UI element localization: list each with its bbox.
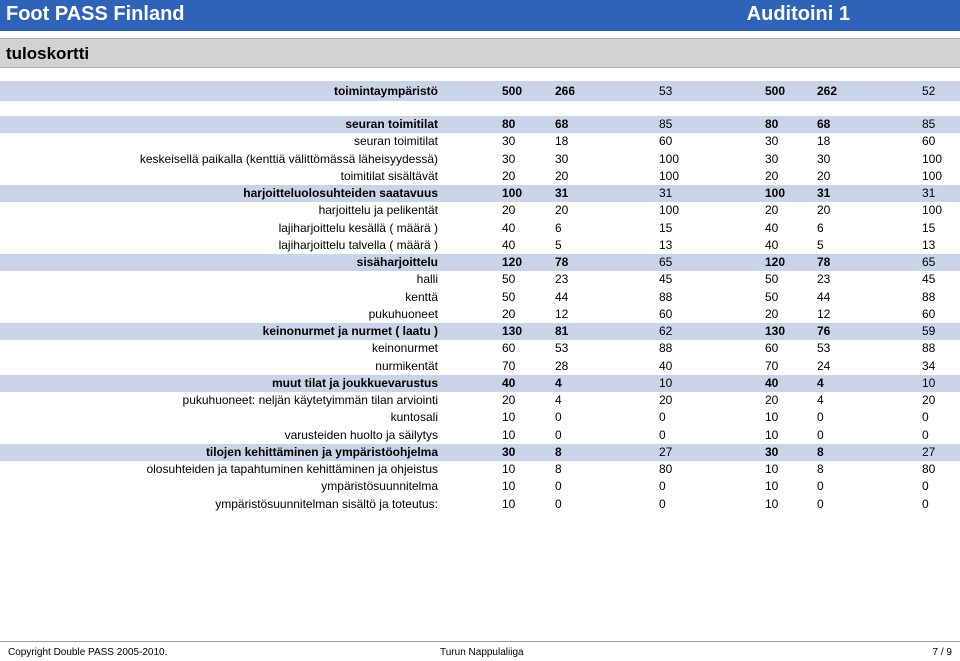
cell-value: 40 <box>502 237 516 252</box>
table-row <box>0 358 960 375</box>
cell-value: 60 <box>502 341 516 356</box>
cell-value: 500 <box>502 84 523 98</box>
cell-value: 30 <box>765 151 779 166</box>
table-row <box>0 444 960 461</box>
cell-value: 80 <box>765 117 779 131</box>
cell-value: 53 <box>659 84 673 98</box>
cell-value: 50 <box>502 289 516 304</box>
cell-value: 0 <box>817 427 824 442</box>
cell-value: 24 <box>817 358 831 373</box>
cell-value: 20 <box>502 393 516 407</box>
table-row <box>0 133 960 150</box>
cell-value: 88 <box>922 341 936 356</box>
cell-value: 15 <box>659 220 673 235</box>
cell-value: 53 <box>555 341 569 356</box>
cell-value: 10 <box>659 375 673 390</box>
row-label: varusteiden huolto ja säilytys <box>284 427 438 442</box>
cell-value: 34 <box>922 358 936 373</box>
cell-value: 40 <box>502 220 516 235</box>
table-row <box>0 427 960 444</box>
row-label: harjoittelu ja pelikentät <box>318 203 438 218</box>
cell-value: 70 <box>502 358 516 373</box>
cell-value: 13 <box>922 237 936 252</box>
cell-value: 0 <box>555 496 562 511</box>
table-row <box>0 392 960 409</box>
row-label: lajiharjoittelu kesällä ( määrä ) <box>278 220 438 235</box>
cell-value: 20 <box>502 203 516 218</box>
cell-value: 65 <box>922 255 936 269</box>
cell-value: 4 <box>817 375 824 390</box>
cell-value: 60 <box>765 341 779 356</box>
table-row <box>0 461 960 478</box>
row-label: seuran toimitilat <box>345 117 438 131</box>
row-label: seuran toimitilat <box>353 134 438 149</box>
cell-value: 30 <box>502 444 516 459</box>
cell-value: 23 <box>817 272 831 287</box>
table-row <box>0 496 960 513</box>
row-label: harjoitteluolosuhteiden saatavuus <box>243 186 438 200</box>
cell-value: 20 <box>765 306 779 321</box>
cell-value: 60 <box>659 306 673 321</box>
cell-value: 8 <box>817 444 824 459</box>
cell-value: 70 <box>765 358 779 373</box>
cell-value: 20 <box>817 203 831 218</box>
cell-value: 20 <box>659 393 673 407</box>
title-bar <box>0 0 960 31</box>
cell-value: 31 <box>922 186 936 200</box>
cell-value: 27 <box>659 444 673 459</box>
cell-value: 50 <box>765 289 779 304</box>
cell-value: 20 <box>555 203 569 218</box>
cell-value: 0 <box>922 427 929 442</box>
cell-value: 0 <box>659 479 666 494</box>
cell-value: 23 <box>555 272 569 287</box>
cell-value: 40 <box>659 358 673 373</box>
cell-value: 88 <box>659 289 673 304</box>
cell-value: 4 <box>817 393 824 407</box>
table-row <box>0 323 960 340</box>
table-row <box>0 116 960 133</box>
cell-value: 68 <box>817 117 831 131</box>
cell-value: 12 <box>555 306 569 321</box>
cell-value: 60 <box>922 134 936 149</box>
cell-value: 262 <box>817 84 838 98</box>
cell-value: 0 <box>659 427 666 442</box>
cell-value: 100 <box>922 203 943 218</box>
cell-value: 12 <box>817 306 831 321</box>
cell-value: 100 <box>659 203 680 218</box>
cell-value: 31 <box>817 186 831 200</box>
cell-value: 100 <box>659 151 680 166</box>
cell-value: 0 <box>817 496 824 511</box>
cell-value: 0 <box>817 410 824 425</box>
row-label: halli <box>416 272 438 287</box>
cell-value: 10 <box>765 479 779 494</box>
cell-value: 100 <box>922 151 943 166</box>
cell-value: 50 <box>502 272 516 287</box>
cell-value: 80 <box>659 462 673 476</box>
row-label: ympäristösuunnitelma <box>321 479 438 494</box>
section-header <box>0 38 960 68</box>
cell-value: 65 <box>659 255 673 269</box>
table-row <box>0 289 960 306</box>
row-label: kenttä <box>405 289 438 304</box>
row-label: lajiharjoittelu talvella ( määrä ) <box>278 237 438 252</box>
table-row <box>0 237 960 254</box>
cell-value: 78 <box>555 255 569 269</box>
cell-value: 50 <box>765 272 779 287</box>
table-row <box>0 409 960 426</box>
club-name: Turun Nappulaliiga <box>440 647 524 658</box>
row-label: muut tilat ja joukkuevarustus <box>271 375 438 390</box>
cell-value: 88 <box>659 341 673 356</box>
cell-value: 10 <box>765 427 779 442</box>
copyright-text: Copyright Double PASS 2005-2010. <box>8 647 168 658</box>
row-label: olosuhteiden ja tapahtuminen kehittäminen ja ohjeistus <box>146 462 438 476</box>
cell-value: 30 <box>555 151 569 166</box>
cell-value: 60 <box>922 306 936 321</box>
cell-value: 80 <box>502 117 516 131</box>
row-label: pukuhuoneet: neljän käytetyimmän tilan arviointi <box>182 393 438 407</box>
cell-value: 44 <box>555 289 569 304</box>
cell-value: 40 <box>502 375 516 390</box>
cell-value: 20 <box>765 203 779 218</box>
cell-value: 20 <box>922 393 936 407</box>
table-row <box>0 220 960 237</box>
cell-value: 18 <box>555 134 569 149</box>
table-row <box>0 254 960 271</box>
cell-value: 53 <box>817 341 831 356</box>
cell-value: 0 <box>817 479 824 494</box>
page-number: 7 / 9 <box>932 647 952 658</box>
cell-value: 120 <box>502 255 523 269</box>
table-row <box>0 202 960 219</box>
cell-value: 10 <box>922 375 936 390</box>
cell-value: 80 <box>922 462 936 476</box>
cell-value: 18 <box>817 134 831 149</box>
cell-value: 10 <box>765 496 779 511</box>
cell-value: 0 <box>555 410 562 425</box>
cell-value: 20 <box>502 306 516 321</box>
cell-value: 13 <box>659 237 673 252</box>
page-footer <box>0 641 960 661</box>
cell-value: 27 <box>922 444 936 459</box>
cell-value: 0 <box>659 410 666 425</box>
cell-value: 78 <box>817 255 831 269</box>
cell-value: 10 <box>502 427 516 442</box>
cell-value: 0 <box>922 410 929 425</box>
summary-row <box>0 81 960 101</box>
cell-value: 20 <box>765 168 779 183</box>
cell-value: 8 <box>817 462 824 476</box>
cell-value: 45 <box>922 272 936 287</box>
app-title: Foot PASS Finland <box>6 3 185 25</box>
cell-value: 76 <box>817 324 831 338</box>
cell-value: 10 <box>765 410 779 425</box>
cell-value: 8 <box>555 462 562 476</box>
section-title: tuloskortti <box>6 44 90 63</box>
row-label: toimintaympäristö <box>333 84 438 98</box>
cell-value: 10 <box>502 479 516 494</box>
cell-value: 6 <box>555 220 562 235</box>
cell-value: 31 <box>659 186 673 200</box>
row-label: pukuhuoneet <box>368 306 438 321</box>
cell-value: 30 <box>765 134 779 149</box>
cell-value: 15 <box>922 220 936 235</box>
row-label: nurmikentät <box>375 358 438 373</box>
cell-value: 5 <box>555 237 562 252</box>
cell-value: 20 <box>502 168 516 183</box>
cell-value: 40 <box>765 375 779 390</box>
table-row <box>0 478 960 495</box>
table-row <box>0 271 960 288</box>
cell-value: 85 <box>659 117 673 131</box>
cell-value: 60 <box>659 134 673 149</box>
cell-value: 20 <box>817 168 831 183</box>
cell-value: 68 <box>555 117 569 131</box>
cell-value: 130 <box>502 324 523 338</box>
cell-value: 28 <box>555 358 569 373</box>
cell-value: 40 <box>765 220 779 235</box>
cell-value: 5 <box>817 237 824 252</box>
cell-value: 120 <box>765 255 786 269</box>
cell-value: 59 <box>922 324 936 338</box>
table-row <box>0 375 960 392</box>
table-row <box>0 306 960 323</box>
cell-value: 500 <box>765 84 786 98</box>
cell-value: 266 <box>555 84 576 98</box>
cell-value: 20 <box>555 168 569 183</box>
cell-value: 10 <box>765 462 779 476</box>
cell-value: 30 <box>765 444 779 459</box>
cell-value: 100 <box>502 186 523 200</box>
row-label: toimitilat sisältävät <box>340 168 438 183</box>
cell-value: 10 <box>502 462 516 476</box>
cell-value: 100 <box>922 168 943 183</box>
table-row <box>0 340 960 357</box>
cell-value: 52 <box>922 84 936 98</box>
cell-value: 4 <box>555 393 562 407</box>
row-label: sisäharjoittelu <box>356 255 438 269</box>
cell-value: 31 <box>555 186 569 200</box>
cell-value: 20 <box>765 393 779 407</box>
table-row <box>0 151 960 168</box>
row-label: ympäristösuunnitelman sisältö ja toteutus: <box>215 496 438 511</box>
row-label: keinonurmet <box>371 341 438 356</box>
cell-value: 10 <box>502 410 516 425</box>
cell-value: 0 <box>555 427 562 442</box>
row-label: keskeisellä paikalla (kenttiä välittömässä läheisyydessä) <box>139 151 438 166</box>
cell-value: 40 <box>765 237 779 252</box>
cell-value: 8 <box>555 444 562 459</box>
cell-value: 85 <box>922 117 936 131</box>
cell-value: 100 <box>765 186 786 200</box>
cell-value: 4 <box>555 375 562 390</box>
cell-value: 0 <box>555 479 562 494</box>
cell-value: 130 <box>765 324 786 338</box>
cell-value: 44 <box>817 289 831 304</box>
cell-value: 88 <box>922 289 936 304</box>
row-label: tilojen kehittäminen ja ympäristöohjelma <box>205 444 438 459</box>
cell-value: 30 <box>817 151 831 166</box>
cell-value: 100 <box>659 168 680 183</box>
cell-value: 0 <box>922 479 929 494</box>
table-row <box>0 168 960 185</box>
cell-value: 10 <box>502 496 516 511</box>
row-label: keinonurmet ja nurmet ( laatu ) <box>262 324 438 338</box>
row-label: kuntosali <box>390 410 438 425</box>
cell-value: 0 <box>922 496 929 511</box>
cell-value: 62 <box>659 324 673 338</box>
document-title: Auditoini 1 <box>746 3 850 25</box>
cell-value: 0 <box>659 496 666 511</box>
table-row <box>0 185 960 202</box>
cell-value: 6 <box>817 220 824 235</box>
cell-value: 30 <box>502 151 516 166</box>
cell-value: 81 <box>555 324 569 338</box>
cell-value: 30 <box>502 134 516 149</box>
cell-value: 45 <box>659 272 673 287</box>
